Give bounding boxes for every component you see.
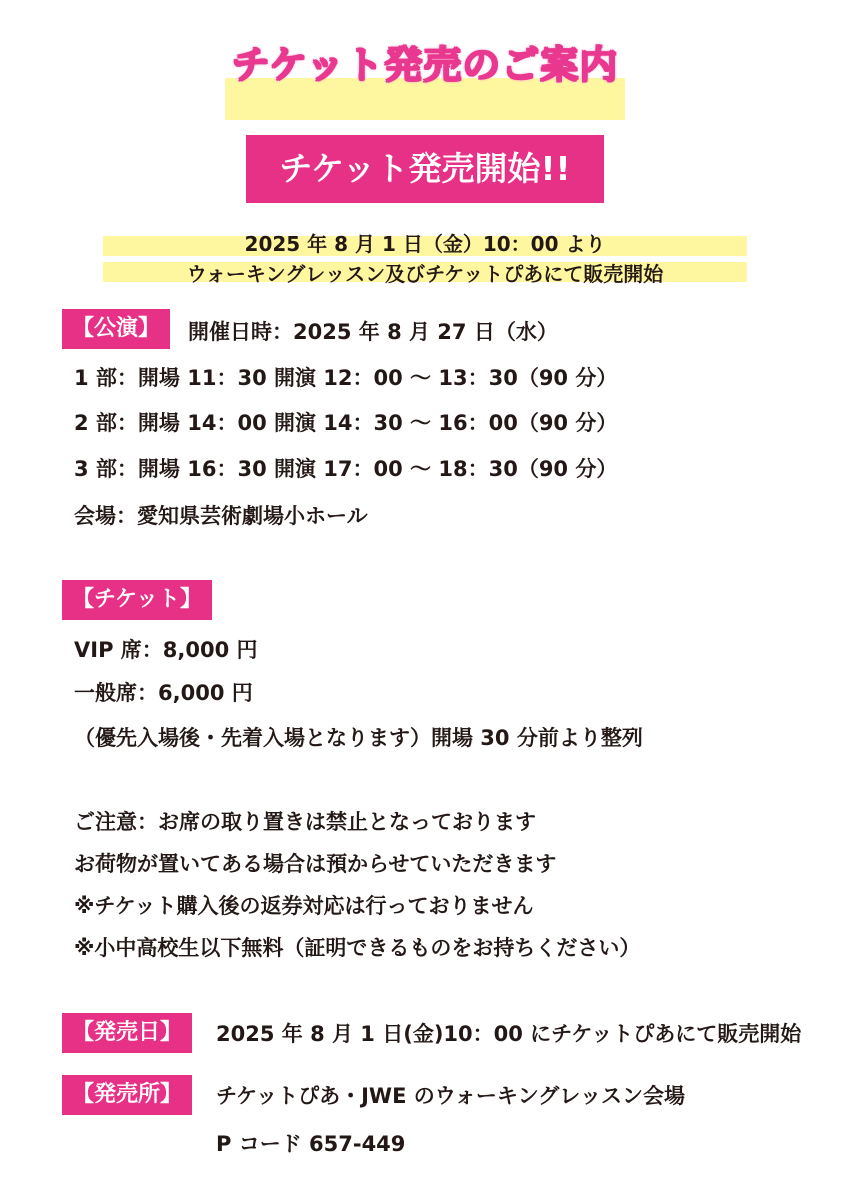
performance-part-3: 3 部：開場 16：30 開演 17：00 〜 18：30（90 分） bbox=[74, 457, 618, 481]
sale-date-tag: 【発売日】 bbox=[62, 1013, 192, 1053]
release-banner: チケット発売開始!! bbox=[246, 135, 604, 203]
sale-place-text: チケットぴあ・JWE のウォーキングレッスン会場 bbox=[216, 1084, 686, 1108]
note-2: お荷物が置いてある場合は預からせていただきます bbox=[74, 852, 557, 876]
sale-date-text: 2025 年 8 月 1 日(金)10：00 にチケットぴあにて販売開始 bbox=[216, 1022, 802, 1046]
ticket-entry-note: （優先入場後・先着入場となります）開場 30 分前より整列 bbox=[74, 726, 643, 750]
performance-datetime: 開催日時：2025 年 8 月 27 日（水） bbox=[188, 320, 558, 344]
sale-place-pcode: P コード 657-449 bbox=[216, 1132, 406, 1156]
note-3: ※チケット購入後の返券対応は行っておりません bbox=[74, 894, 534, 918]
performance-venue: 会場：愛知県芸術劇場小ホール bbox=[74, 504, 368, 528]
release-line-1: 2025 年 8 月 1 日（金）10：00 より bbox=[244, 232, 606, 256]
page-title: チケット発売のご案内 bbox=[231, 43, 619, 87]
title-block bbox=[0, 30, 850, 100]
ticket-general: 一般席：6,000 円 bbox=[74, 681, 253, 705]
note-1: ご注意：お席の取り置きは禁止となっております bbox=[74, 810, 536, 834]
performance-tag: 【公演】 bbox=[62, 309, 170, 349]
ticket-vip: VIP 席：8,000 円 bbox=[74, 638, 258, 662]
note-4: ※小中高校生以下無料（証明できるものをお持ちください） bbox=[74, 936, 641, 960]
release-line-2: ウォーキングレッスン及びチケットぴあにて販売開始 bbox=[186, 262, 664, 286]
ticket-tag: 【チケット】 bbox=[62, 580, 212, 620]
performance-part-1: 1 部：開場 11：30 開演 12：00 〜 13：30（90 分） bbox=[74, 366, 618, 390]
performance-part-2: 2 部：開場 14：00 開演 14：30 〜 16：00（90 分） bbox=[74, 411, 618, 435]
sale-place-tag: 【発売所】 bbox=[62, 1075, 192, 1115]
